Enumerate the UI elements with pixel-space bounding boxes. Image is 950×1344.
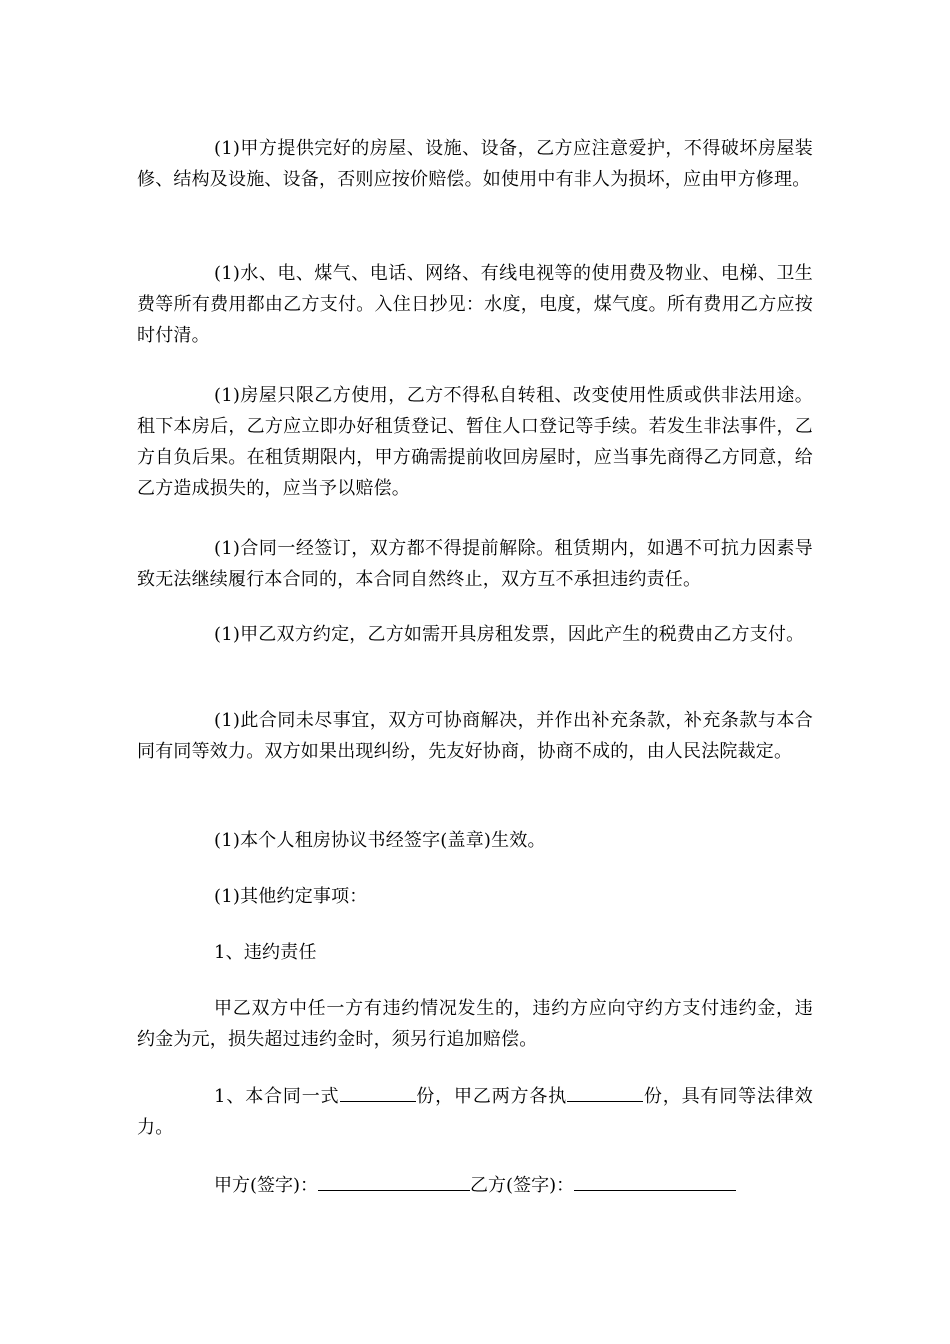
copies-each-blank[interactable] <box>567 1079 643 1102</box>
clause-facilities: (1)甲方提供完好的房屋、设施、设备，乙方应注意爱护，不得破坏房屋装修、结构及设施、设备，否则应按价赔偿。如使用中有非人为损坏，应由甲方修理。 <box>137 138 813 190</box>
copies-text-1: 1、本合同一式 <box>214 1086 340 1107</box>
copies-text-2: 份，甲乙两方各执 <box>415 1086 568 1107</box>
clause-effect: (1)本个人租房协议书经签字(盖章)生效。 <box>214 830 546 851</box>
clause-other: (1)其他约定事项： <box>214 886 368 907</box>
party-b-signature-blank[interactable] <box>574 1168 736 1191</box>
section-heading-breach: 1、违约责任 <box>214 942 317 963</box>
clause-termination: (1)合同一经签订，双方都不得提前解除。租赁期内，如遇不可抗力因素导致无法继续履行本合同的，本合同自然终止，双方互不承担违约责任。 <box>137 538 813 590</box>
signature-line <box>214 1168 814 1201</box>
clause-breach: 甲乙双方中任一方有违约情况发生的，违约方应向守约方支付违约金，违约金为元，损失超过违约金时，须另行追加赔偿。 <box>137 998 813 1050</box>
copies-text-3: 份，具有同等法律效力。 <box>137 1086 813 1138</box>
clause-utilities: (1)水、电、煤气、电话、网络、有线电视等的使用费及物业、电梯、卫生费等所有费用都由乙方支付。入住日抄见：水度，电度，煤气度。所有费用乙方应按时付清。 <box>137 263 813 346</box>
clause-copies <box>137 1079 813 1143</box>
clause-supplement: (1)此合同未尽事宜，双方可协商解决，并作出补充条款，补充条款与本合同有同等效力。双方如果出现纠纷，先友好协商，协商不成的，由人民法院裁定。 <box>137 710 813 762</box>
clause-invoice: (1)甲乙双方约定，乙方如需开具房租发票，因此产生的税费由乙方支付。 <box>214 624 805 645</box>
party-b-signature-label: 乙方(签字)： <box>470 1175 575 1196</box>
copies-total-blank[interactable] <box>340 1079 416 1102</box>
party-a-signature-blank[interactable] <box>318 1168 470 1191</box>
clause-usage: (1)房屋只限乙方使用，乙方不得私自转租、改变使用性质或供非法用途。租下本房后，乙方应立即办好租赁登记、暂住人口登记等手续。若发生非法事件，乙方自负后果。在租赁期限内，甲方确需提前收回房屋时，应当事先商得乙方同意，给乙方造成损失的，应当予以赔偿。 <box>137 385 813 499</box>
party-a-signature-label: 甲方(签字)： <box>214 1175 319 1196</box>
